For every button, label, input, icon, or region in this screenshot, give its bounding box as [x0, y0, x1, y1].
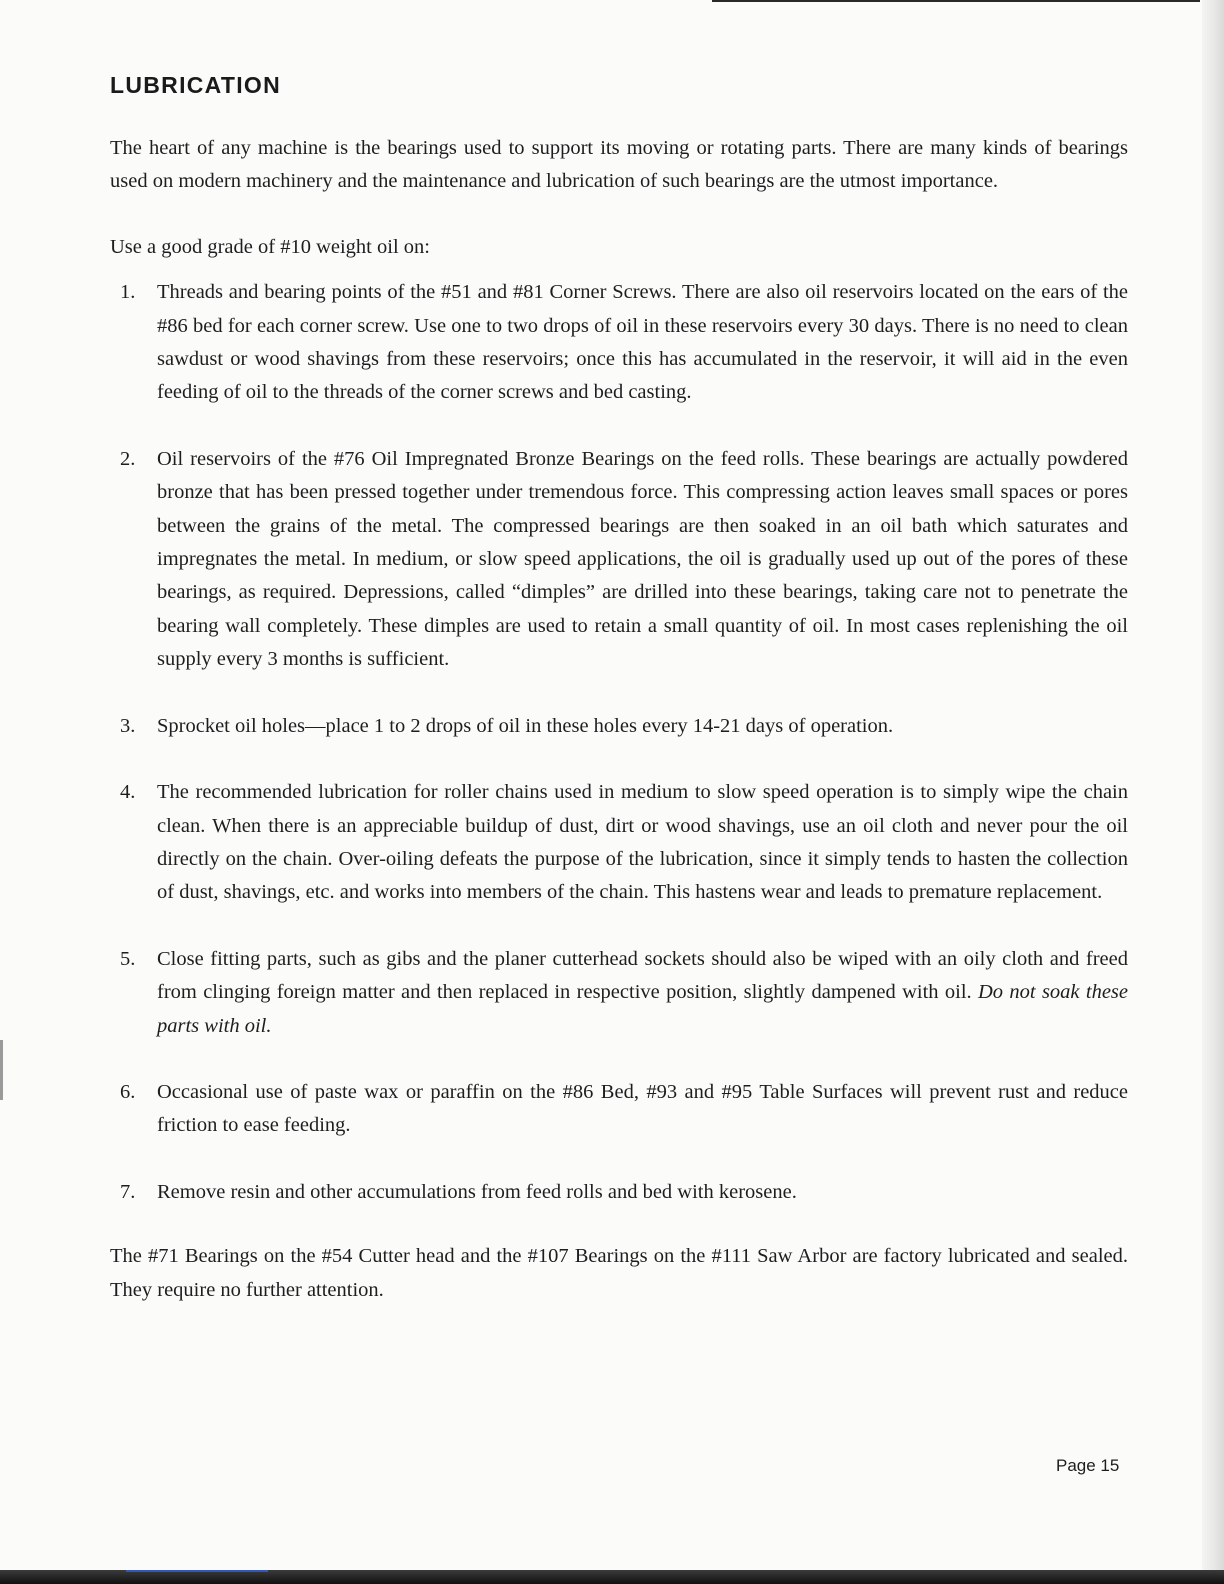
list-item — [110, 443, 1128, 677]
list-item-text: Oil reservoirs of the #76 Oil Impregnated Bronze Bearings on the feed rolls. These bearings are actually powdered bronze that has been pressed together under tremendous force. This compressing action leaves small spaces or pores between the grains of the metal. The compressed bearings are then soaked in an oil bath which saturates and impregnates the metal. In medium, or slow speed applications, the oil is gradually used up out of the pores of these bearings, as required. Depressions, called “dimples” are drilled into these bearings, taking care not to penetrate the bearing wall completely. These dimples are used to retain a small quantity of oil. In most cases replenishing the oil supply every 3 months is sufficient. — [157, 447, 1128, 671]
list-item-emphasis: Do not soak these parts with oil. — [157, 981, 1128, 1037]
list-item — [110, 276, 1128, 410]
list-item — [110, 776, 1128, 910]
list-item-number: 5. — [120, 947, 136, 970]
list-item-text: Remove resin and other accumulations from feed rolls and bed with kerosene. — [157, 1180, 797, 1203]
closing-paragraph: The #71 Bearings on the #54 Cutter head and the #107 Bearings on the #111 Saw Arbor are factory lubricated and sealed. They require no further attention. — [110, 1245, 1128, 1301]
list-item — [110, 710, 1128, 743]
list-item — [110, 943, 1128, 1043]
scan-top-rule — [712, 0, 1200, 2]
list-item-text: The recommended lubrication for roller chains used in medium to slow speed operation is to simply wipe the chain clean. When there is an appreciable buildup of dust, dirt or wood shavings, use an oil cloth and never pour the oil directly on the chain. Over-oiling defeats the purpose of the lubrication, since it simply tends to hasten the collection of dust, shavings, etc. and works into members of the chain. This hastens wear and leads to premature replacement. — [157, 781, 1128, 904]
page-heading: LUBRICATION — [110, 72, 282, 98]
list-item-number: 4. — [120, 781, 136, 804]
scan-bottom-edge — [0, 1570, 1224, 1584]
lubrication-list — [110, 276, 1128, 1209]
scan-bottom-blue-mark — [126, 1570, 268, 1572]
list-item-text: Occasional use of paste wax or paraffin on the #86 Bed, #93 and #95 Table Surfaces will prevent rust and reduce friction to ease feeding. — [157, 1080, 1128, 1137]
list-item-text: Sprocket oil holes—place 1 to 2 drops of oil in these holes every 14-21 days of operation. — [157, 714, 894, 737]
page-content — [110, 68, 1128, 1307]
list-item-text: Threads and bearing points of the #51 and #81 Corner Screws. There are also oil reservoirs located on the ears of the #86 bed for each corner screw. Use one to two drops of oil in these reservoirs every 30 days. There is no need to clean sawdust or wood shavings from these reservoirs; once this has accumulated in the reservoir, it will aid in the even feeding of oil to the threads of the corner screws and bed casting. — [157, 281, 1128, 404]
intro-paragraph: The heart of any machine is the bearings used to support its moving or rotating parts. There are many kinds of bearings used on modern machinery and the maintenance and lubrication of such bearings are the utmost importance. — [110, 137, 1128, 193]
scan-left-mark — [0, 1040, 3, 1100]
list-item-text: Close fitting parts, such as gibs and the planer cutterhead sockets should also be wiped with an oily cloth and freed from clinging foreign matter and then replaced in respective position, slightly dampened with oil. — [157, 947, 1128, 1004]
list-item-number: 3. — [120, 714, 136, 737]
list-item-number: 6. — [120, 1080, 136, 1103]
lead-paragraph: Use a good grade of #10 weight oil on: — [110, 235, 430, 258]
scan-page-edge — [1202, 0, 1224, 1584]
list-item-number: 2. — [120, 447, 136, 470]
list-item — [110, 1176, 1128, 1209]
list-item-number: 7. — [120, 1180, 136, 1203]
page-number: Page 15 — [1056, 1456, 1120, 1475]
list-item-number: 1. — [120, 281, 136, 304]
list-item — [110, 1076, 1128, 1143]
